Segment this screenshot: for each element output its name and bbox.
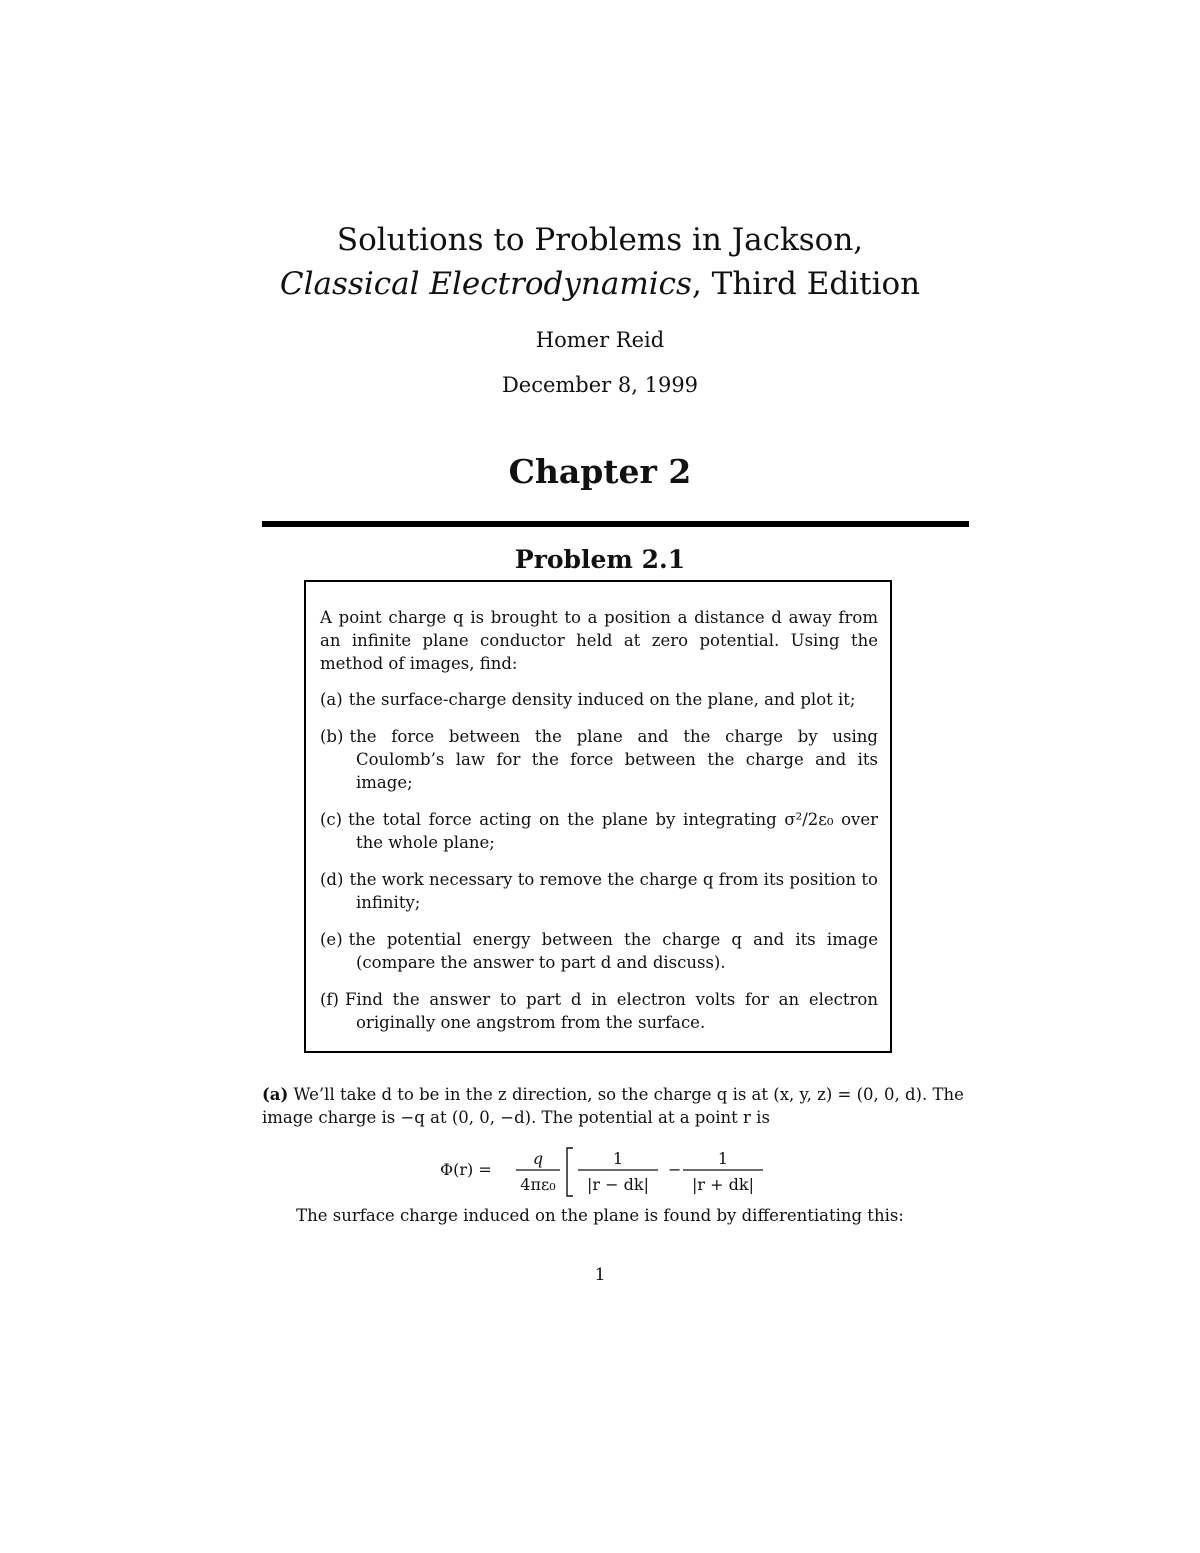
chapter-heading: Chapter 2 [508,452,692,491]
part-label: (a) [320,690,343,709]
solution-text: We’ll take d to be in the z direction, so the charge q is at (x, y, z) = (0, 0, d). The image charge is −q at (0, 0, −d). The potential at a point r is [262,1085,964,1127]
book-edition: , Third Edition [691,266,921,302]
date: December 8, 1999 [501,373,699,397]
equation-svg [440,1140,780,1200]
page-number: 1 [594,1265,606,1285]
minus-sign: − [668,1160,682,1179]
part-label: (c) [320,810,343,829]
problem-part-d [320,868,878,914]
part-label: (e) [320,930,343,949]
part-text: the work necessary to remove the charge q from its position to infinity; [349,870,878,912]
part-text: the surface-charge density induced on the plane, and plot it; [348,690,856,709]
term2-numerator: 1 [717,1149,729,1168]
title-line-2 [0,262,1200,306]
part-label: (b) [320,727,344,746]
part-label: (f) [320,990,339,1009]
term2-denominator: |r + dk| [692,1175,754,1194]
problem-part-b [320,725,878,794]
part-label: (d) [320,870,344,889]
prefactor-denominator: 4πε₀ [520,1175,556,1194]
solution-paragraph [262,1083,969,1129]
prefactor-numerator: q [532,1149,544,1168]
solution-label: (a) [262,1085,289,1104]
problem-statement-box [304,580,892,1053]
title-block [0,218,1200,306]
book-title: Classical Electrodynamics [279,266,692,302]
term1-numerator: 1 [612,1149,624,1168]
problem-part-f [320,988,878,1034]
potential-equation [0,1140,1200,1200]
left-bracket [567,1148,573,1196]
problem-heading: Problem 2.1 [514,545,686,574]
problem-part-c [320,808,878,854]
part-text: the total force acting on the plane by integrating σ²/2ε₀ over the whole plane; [348,810,878,852]
after-equation-text: The surface charge induced on the plane is found by differentiating this: [296,1206,904,1225]
part-text: the potential energy between the charge q and its image (compare the answer to part d and discuss). [348,930,878,972]
title-line-1: Solutions to Problems in Jackson, [336,222,864,258]
problem-part-e [320,928,878,974]
part-text: Find the answer to part d in electron volts for an electron originally one angstrom from the surface. [344,990,878,1032]
problem-statement: A point charge q is brought to a position a distance d away from an infinite plane conductor held at zero potential. Using the method of images, find: [320,608,878,673]
horizontal-rule [262,521,969,527]
part-text: the force between the plane and the charge by using Coulomb’s law for the force between the charge and its image; [349,727,878,792]
problem-part-a [320,688,878,711]
term1-denominator: |r − dk| [587,1175,649,1194]
equation-lhs: Φ(r) = [440,1160,492,1179]
author: Homer Reid [535,328,665,352]
